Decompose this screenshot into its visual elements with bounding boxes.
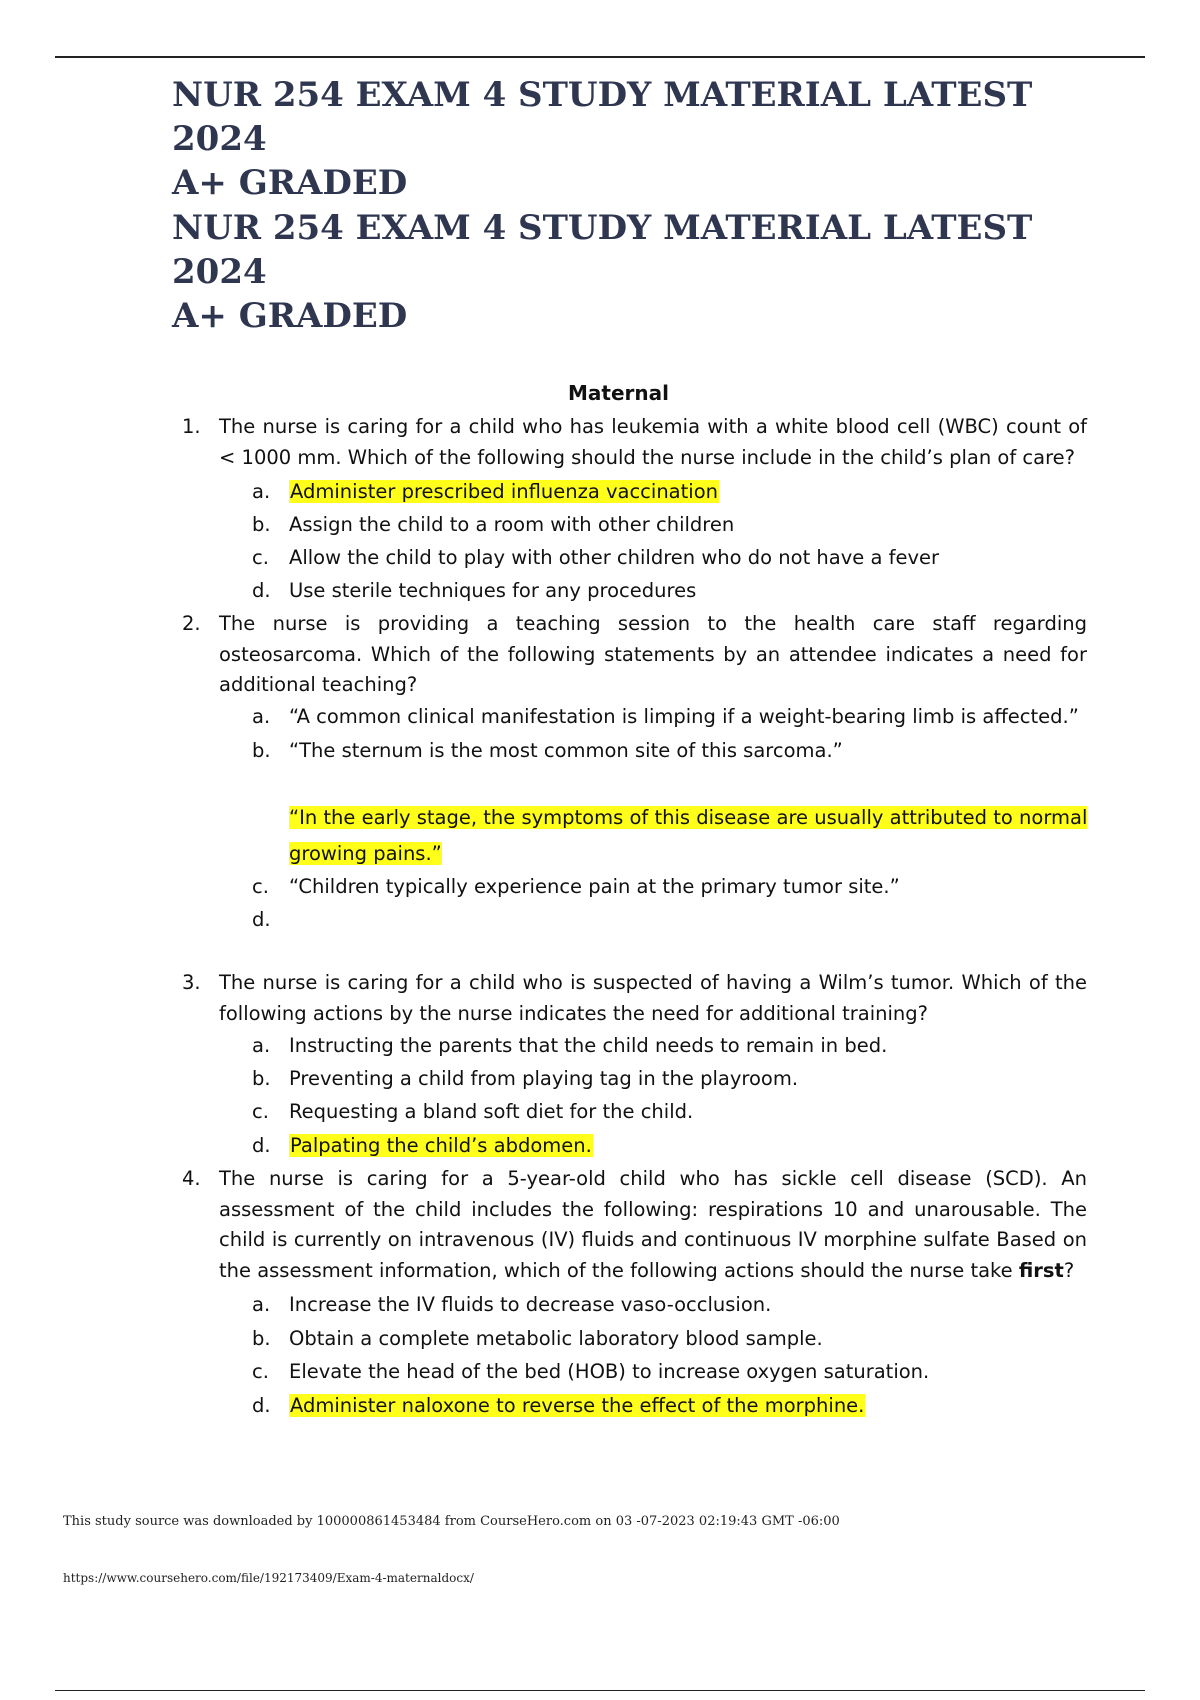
top-rule [55,56,1145,58]
question-4 [182,1164,1087,1286]
option-2d [252,905,289,936]
option-letter: a. [252,705,271,728]
option-text: Requesting a bland soft diet for the child. [289,1100,694,1123]
question-number: 4. [182,1167,201,1190]
option-4a [252,1290,771,1321]
option-1b [252,510,734,541]
question-number: 2. [182,612,201,635]
option-letter: c. [252,546,269,569]
option-letter: d. [252,579,271,602]
option-text: Assign the child to a room with other children [289,513,735,536]
option-letter: d. [252,1134,271,1157]
title-line-2: A+ GRADED [172,163,408,203]
question-text-emphasis: first [1018,1258,1064,1282]
option-4d [252,1391,865,1422]
title-line-1: NUR 254 EXAM 4 STUDY MATERIAL LATEST 2024 [172,75,1033,159]
document-title-repeat [172,206,1102,338]
option-2a [252,702,1079,733]
question-2 [182,609,1087,701]
option-4c [252,1357,929,1388]
footer-url[interactable]: https://www.coursehero.com/file/192173409/Exam-4-maternaldocx/ [63,1571,474,1585]
footer-source-note: This study source was downloaded by 100000861453484 from CourseHero.com on 03 -07-2023 02:19:43 GMT -06:00 [63,1514,840,1529]
question-number: 3. [182,971,201,994]
option-3b [252,1064,798,1095]
option-text-highlighted: Palpating the child’s abdomen. [290,1134,592,1157]
option-letter: b. [252,1327,271,1350]
question-1 [182,412,1087,473]
option-2b [252,736,843,767]
question-text: The nurse is providing a teaching session to the health care staff regarding osteosarcoma. Which of the following statements by an attendee indicates a need for additional teaching? [219,612,1087,696]
option-text-highlighted: Administer naloxone to reverse the effect of the morphine. [290,1394,865,1417]
option-text: Use sterile techniques for any procedures [289,579,697,602]
title-line-2: A+ GRADED [172,296,408,336]
option-1d [252,576,696,607]
question-number: 1. [182,415,201,438]
option-text: Increase the IV fluids to decrease vaso-occlusion. [289,1293,772,1316]
option-letter: b. [252,1067,271,1090]
option-letter: a. [252,1034,271,1057]
highlighted-answer-2 [289,800,1089,872]
option-3a [252,1031,887,1062]
option-3d [252,1131,593,1162]
document-title [172,73,1102,205]
option-letter: a. [252,480,271,503]
question-3 [182,968,1087,1029]
option-text: Obtain a complete metabolic laboratory blood sample. [289,1327,823,1350]
option-2c [252,872,900,903]
option-letter: c. [252,1360,269,1383]
option-text: Allow the child to play with other children who do not have a fever [289,546,940,569]
question-text: The nurse is caring for a child who has leukemia with a white blood cell (WBC) count of < 1000 mm. Which of the following should the nurse include in the child’s plan of care? [219,415,1087,469]
option-text-highlighted: Administer prescribed influenza vaccination [290,480,718,503]
option-letter: b. [252,513,271,536]
option-letter: c. [252,875,269,898]
section-title: Maternal [568,381,669,405]
question-text: The nurse is caring for a child who is suspected of having a Wilm’s tumor. Which of the following actions by the nurse indicates the need for additional training? [219,971,1087,1025]
option-text: Elevate the head of the bed (HOB) to increase oxygen saturation. [289,1360,930,1383]
option-4b [252,1324,823,1355]
option-text: “The sternum is the most common site of this sarcoma.” [289,739,843,762]
option-letter: b. [252,739,271,762]
option-1a [252,477,719,508]
question-text-end: ? [1063,1258,1075,1282]
option-letter: c. [252,1100,269,1123]
option-text: Preventing a child from playing tag in the playroom. [289,1067,799,1090]
bottom-rule [55,1690,1145,1691]
question-text-main: The nurse is caring for a 5-year-old child who has sickle cell disease (SCD). An assessment of the child includes the following: respirations 10 and unarousable. The child is currently on intravenous (IV) fluids and continuous IV morphine sulfate Based on the assessment information, which of the following actions should the nurse take [219,1167,1087,1282]
option-letter: d. [252,908,271,931]
title-line-1: NUR 254 EXAM 4 STUDY MATERIAL LATEST 2024 [172,208,1033,292]
option-text: Instructing the parents that the child needs to remain in bed. [289,1034,888,1057]
question-text [219,1164,1087,1286]
option-letter: a. [252,1293,271,1316]
option-3c [252,1097,693,1128]
option-letter: d. [252,1394,271,1417]
option-text: “Children typically experience pain at the primary tumor site.” [289,875,900,898]
highlighted-answer-text: “In the early stage, the symptoms of this disease are usually attributed to normal growing pains.” [289,806,1088,865]
option-1c [252,543,939,574]
option-text: “A common clinical manifestation is limping if a weight-bearing limb is affected.” [289,705,1079,728]
